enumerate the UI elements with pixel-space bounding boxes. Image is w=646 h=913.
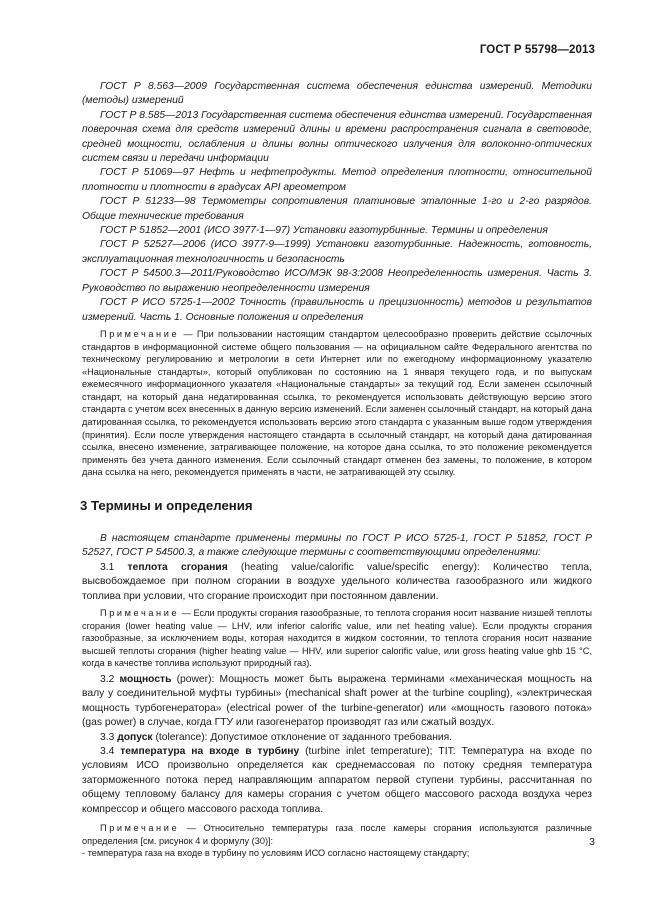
term-3-1 bbox=[82, 561, 592, 604]
term-number: 3.3 bbox=[100, 731, 118, 743]
reference-item: ГОСТ Р 54500.3—2011/Руководство ИСО/МЭК 98-3:2008 Неопределенность измерения. Часть 3. Руководство по выражению неопределенности измерения bbox=[82, 268, 592, 294]
term-3-2 bbox=[82, 673, 592, 731]
term-name: температура на входе в турбину bbox=[120, 746, 300, 758]
reference-item: ГОСТ Р ИСО 5725-1—2002 Точность (правильность и прецизионность) методов и результатов измерений. Часть 1. Основные положения и определения bbox=[82, 297, 592, 323]
reference-item: ГОСТ Р 8.585—2013 Государственная система обеспечения единства измерений. Государственная поверочная схема для средств измерений длины и времени распространения сигнала в световоде, средней мощности, ослабления и длины волны оптического излучения для волоконно-оптических систем связи и передачи информации bbox=[82, 109, 592, 165]
term-definition: (power): Мощность может быть выражена терминами «механическая мощность на валу у соединительной муфты турбины» (mechanical shaft power at the turbine coupling), «электрическая мощность турбогенератора» (electrical power of the turbine-generator) или «мощность газового потока» (gas power) в случае, когда ГТУ или газогенератор производят газ или сжатый воздух. bbox=[82, 674, 592, 729]
term-name: допуск bbox=[117, 731, 153, 743]
reference-item: ГОСТ Р 8.563—2009 Государственная система обеспечения единства измерений. Методики (методы) измерений bbox=[82, 81, 592, 107]
note-label: Примечание bbox=[100, 823, 180, 834]
term-definition: (tolerance): Допустимое отклонение от заданного требования. bbox=[152, 731, 453, 743]
reference-item: ГОСТ Р 52527—2006 (ИСО 3977-9—1999) Установки газотурбинные. Надежность, готовность, эксплуатационная технологичность и безопасность bbox=[82, 239, 592, 265]
term-3-3 bbox=[82, 731, 592, 745]
term-3-4 bbox=[82, 745, 592, 817]
document-header: ГОСТ Р 55798—2013 bbox=[479, 44, 595, 56]
term-definition: (turbine inlet temperature); TIT: Температура на входе по условиям ИСО произвольно определяется как среднемассовая по потоку средняя температура заторможенного потока перед направляющим аппаратом первой ступени турбины, рассчитанная по общему тепловому балансу для камеры сгорания с учетом общего массового расхода воздуха через компрессор и общего массового расхода топлива. bbox=[82, 746, 592, 815]
reference-item: ГОСТ Р 51069—97 Нефть и нефтепродукты. Метод определения плотности, относительной плотности и плотности в градусах API ареометром bbox=[82, 167, 592, 193]
list-item: - температура газа на входе в турбину по условиям ИСО согласно настоящему стандарту; bbox=[82, 848, 470, 859]
section-title: 3 Термины и определения bbox=[80, 498, 253, 514]
page-number: 3 bbox=[589, 836, 595, 848]
note-label: Примечание bbox=[100, 608, 180, 619]
note-temperature bbox=[82, 822, 592, 847]
note-heating-value bbox=[82, 607, 592, 670]
reference-item: ГОСТ Р 51852—2001 (ИСО 3977-1—97) Установки газотурбинные. Термины и определения bbox=[100, 225, 548, 237]
reference-list bbox=[82, 80, 592, 325]
reference-item: ГОСТ Р 51233—98 Термометры сопротивления платиновые эталонные 1-го и 2-го разрядов. Общие технические требования bbox=[82, 196, 592, 222]
term-definition: (heating value/calorific value/specific energy): Количество тепла, высвобождаемое при полном сгорании в воздухе удельного количества газообразного или жидкого топлива при условии, что сгорание происходит при постоянном давлении. bbox=[82, 561, 592, 602]
term-number: 3.4 bbox=[100, 746, 121, 758]
term-name: теплота сгорания bbox=[127, 561, 228, 573]
note-text: — Относительно температуры газа после камеры сгорания используются различные определения [см. рисунок 4 и формулу (30)]: bbox=[82, 823, 592, 846]
term-number: 3.1 bbox=[100, 561, 128, 573]
term-number: 3.2 bbox=[100, 674, 120, 686]
page-content bbox=[82, 80, 592, 860]
note-label: Примечание bbox=[100, 328, 180, 339]
note-text: — При пользовании настоящим стандартом целесообразно проверить действие ссылочных стандартов в информационной системе общего пользования — на официальном сайте Федерального агентства по техническому регулированию и метрологии в сети Интернет или по ежегодному информационному указателю «Национальные стандарты», который опубликован по состоянию на 1 января текущего года, и по выпускам ежемесячного информационного указателя «Национальные стандарты» за текущий год. Если заменен ссылочный стандарт, на который дана недатированная ссылка, то рекомендуется использовать действующую версию этого стандарта с учетом всех внесенных в данную версию изменений. Если заменен ссылочный стандарт, на который дана датированная ссылка, то рекомендуется использовать версию этого стандарта с указанным выше годом утверждения (принятия). Если после утверждения настоящего стандарта в ссылочный стандарт, на который дана датированная ссылка, внесено изменение, затрагивающее положение, на которое дана ссылка, то это положение рекомендуется применять без учета данного изменения. Если ссылочный стандарт отменен без замены, то положение, в котором дана ссылка на него, рекомендуется применять в части, не затрагивающей эту ссылку. bbox=[82, 328, 592, 478]
section-intro: В настоящем стандарте применены термины по ГОСТ Р ИСО 5725-1, ГОСТ Р 51852, ГОСТ Р 52527, ГОСТ Р 54500.3, а также следующие термины с соответствующими определениями: bbox=[82, 533, 592, 559]
note-text: — Если продукты сгорания газообразные, то теплота сгорания носит название низшей теплоты сгорания (lower heating value — LHV, или inferior calorific value, или net heating value). Если продукты сгорания газообразные, за исключением воды, которая находится в жидком состоянии, то теплота сгорания носит название высшей теплоты сгорания (higher heating value — HHV, или superior calorific value, или gross heating value ghb 15 °С, когда в качестве топлива используют природный газ). bbox=[82, 608, 592, 669]
note-references bbox=[82, 328, 592, 479]
term-name: мощность bbox=[119, 674, 172, 686]
